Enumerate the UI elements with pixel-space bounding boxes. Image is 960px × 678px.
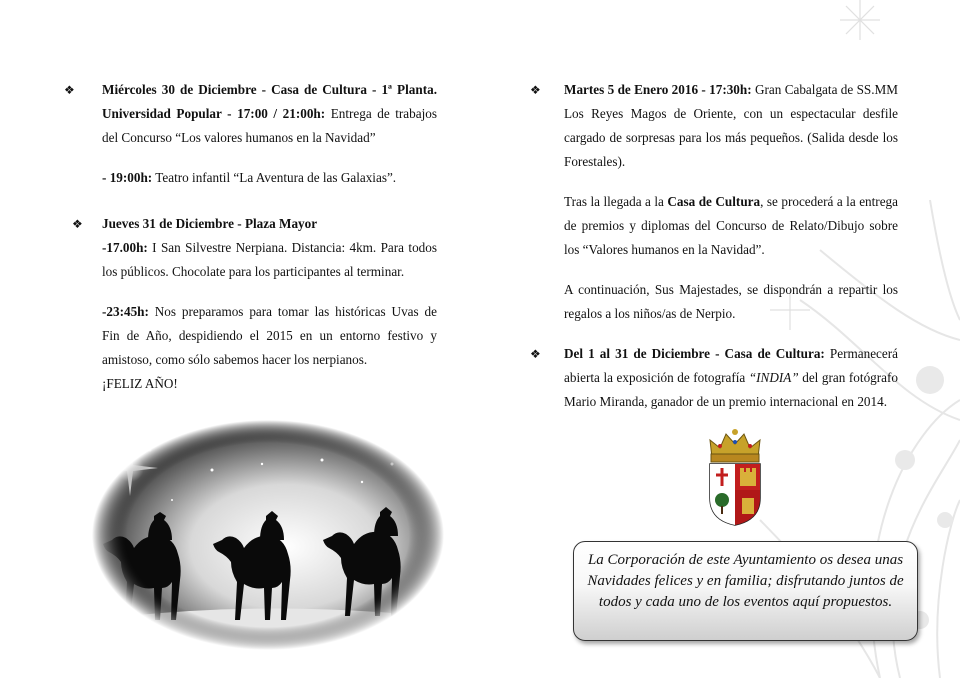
- event-31-p2: [82, 300, 437, 372]
- event-title-text: Jueves 31 de Diciembre - Plaza Mayor: [102, 216, 318, 231]
- event-time: - 19:00h:: [102, 170, 153, 185]
- event-description: Permanecerá abierta la exposición de fotografía: [564, 346, 898, 385]
- gifts-paragraph: A continuación, Sus Majestades, se dispondrán a repartir los regalos a los niños/as de Nerpio.: [564, 282, 898, 321]
- event-30-december: [64, 78, 437, 190]
- awards-paragraph: [548, 190, 898, 262]
- event-description: I San Silvestre Nerpiana. Distancia: 4km. Para todos los públicos. Chocolate para los participantes al terminar.: [102, 240, 437, 279]
- venue-name: Casa de Cultura: [667, 194, 761, 209]
- bullet-icon: ❖: [530, 83, 541, 97]
- three-kings-silhouette-image: [92, 420, 444, 650]
- event-time: Universidad Popular - 17:00 / 21:00h:: [102, 106, 326, 121]
- event-description: Entrega de trabajos del Concurso “Los valores humanos en la Navidad”: [102, 106, 437, 145]
- greeting-message-text: La Corporación de este Ayuntamiento os desea unas Navidades felices y en familia; disfrutando juntos de todos y cada uno de los eventos aquí propuestos.: [587, 552, 904, 610]
- coat-of-arms-icon: [706, 428, 764, 526]
- event-5-january: [530, 78, 898, 174]
- event-exhibition: [530, 342, 898, 414]
- right-column: [530, 78, 898, 414]
- bullet-icon: ❖: [72, 217, 83, 231]
- event-title: [82, 212, 437, 236]
- event-31-p1: [82, 236, 437, 284]
- event-30-december-sub: [82, 166, 437, 190]
- event-time: Martes 5 de Enero 2016 - 17:30h:: [564, 82, 752, 97]
- text-span: Tras la llegada a la: [564, 194, 668, 209]
- event-title: Miércoles 30 de Diciembre - Casa de Cultura - 1ª Planta.: [102, 82, 437, 97]
- event-exhibition-text: [548, 342, 898, 414]
- event-time: -23:45h:: [102, 304, 149, 319]
- event-description: del gran fotógrafo Mario Miranda, ganador de un premio internacional en 2014.: [564, 370, 898, 409]
- event-5-january-text: [548, 78, 898, 174]
- feliz-ano: ¡FELIZ AÑO!: [102, 376, 178, 391]
- left-column: [64, 78, 437, 396]
- event-time: -17.00h:: [102, 240, 148, 255]
- bullet-icon: ❖: [530, 347, 541, 361]
- event-description: Teatro infantil “La Aventura de las Galaxias”.: [152, 170, 397, 185]
- event-31-december: [72, 212, 437, 396]
- event-time: Del 1 al 31 de Diciembre - Casa de Cultura:: [564, 346, 825, 361]
- bullet-icon: ❖: [64, 83, 75, 97]
- text-span: , se procederá a la entrega de premios y diplomas del Concurso de Relato/Dibujo sobre los “Valores humanos en la Navidad”.: [564, 194, 898, 257]
- event-description: Nos preparamos para tomar las históricas Uvas de Fin de Año, despidiendo el 2015 en un entorno festivo y amistoso, como sólo sabemos hacer los nerpianos.: [102, 304, 437, 367]
- event-description: Gran Cabalgata de SS.MM Los Reyes Magos de Oriente, con un espectacular desfile cargado de sorpresas para los más pequeños. (Salida desde los Forestales).: [564, 82, 898, 169]
- exhibition-title: “INDIA”: [748, 370, 799, 385]
- event-30-december-text: [82, 78, 437, 150]
- greeting-message-box: [573, 541, 918, 641]
